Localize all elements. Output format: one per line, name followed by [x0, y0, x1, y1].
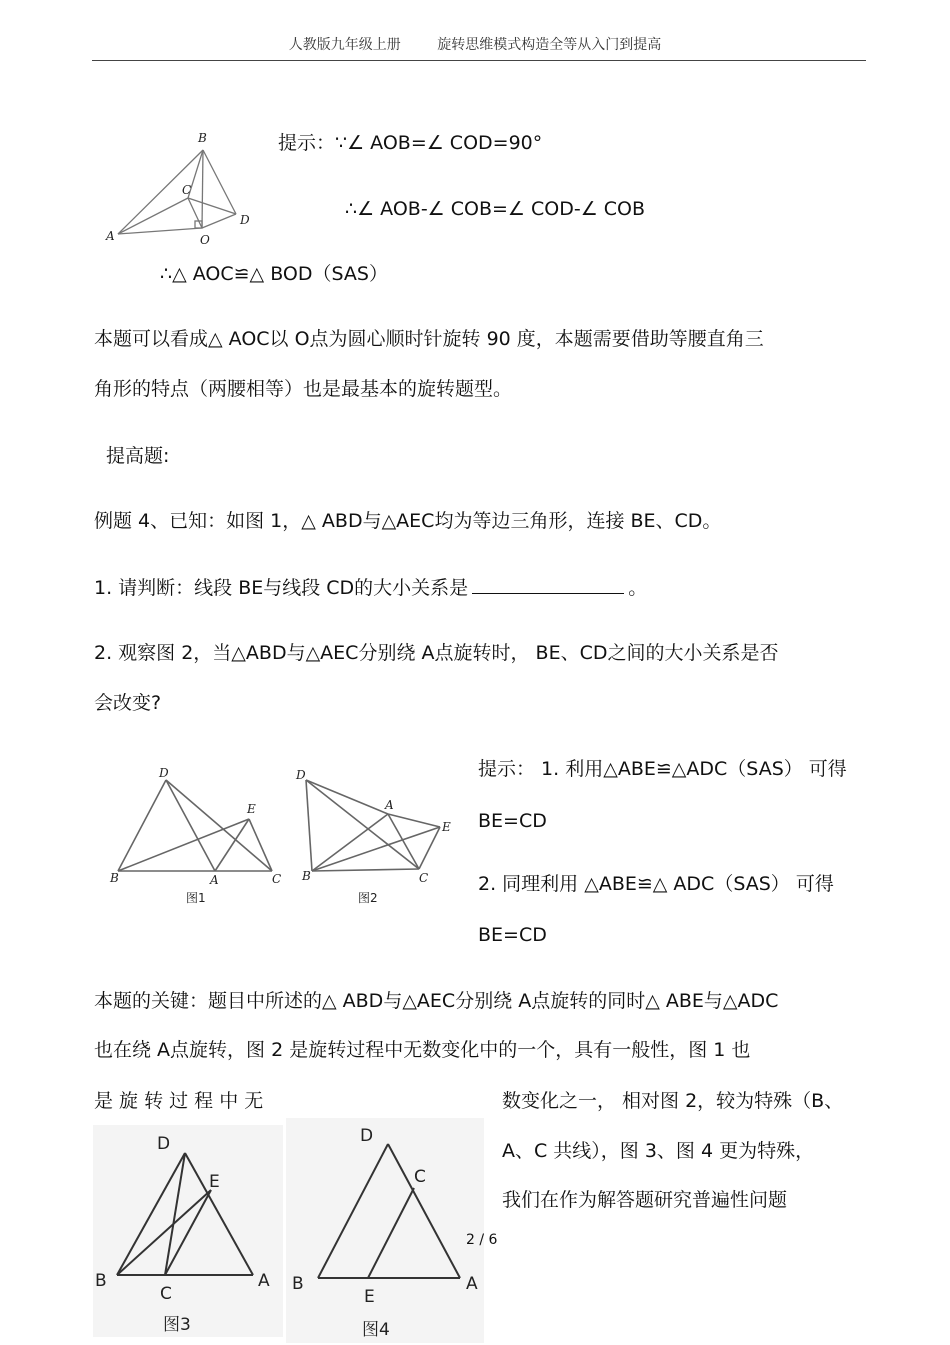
header-rule: [92, 60, 866, 61]
fig0-label-d: D: [240, 213, 250, 227]
fig1-label-a: A: [210, 873, 219, 887]
figure-1: [104, 766, 289, 908]
fig3-label-e: E: [209, 1172, 220, 1192]
header-book-title: 人教版九年级上册: [288, 37, 401, 53]
key-line2: 也在绕 A点旋转，图 2 是旋转过程中无数变化中的一个，具有一般性，图 1 也: [94, 1039, 751, 1061]
key-line3-right: 数变化之一， 相对图 2，较为特殊（B、: [502, 1090, 844, 1112]
example-question-2-line2: 会改变?: [94, 692, 162, 714]
fig0-label-a: A: [106, 229, 115, 243]
page-number: 2 / 6: [466, 1232, 498, 1248]
hint2-line1: 提示： 1. 利用△ABE≌△ADC（SAS） 可得: [478, 758, 847, 780]
fig3-label-a: A: [258, 1271, 270, 1291]
key-line1: 本题的关键：题目中所述的△ ABD与△AEC分别绕 A点旋转的同时△ ABE与△ADC: [94, 990, 779, 1012]
fig4-label-c: C: [414, 1167, 426, 1187]
fig4-label-b: B: [292, 1274, 304, 1294]
header-chapter-title: 旋转思维模式构造全等从入门到提高: [437, 37, 662, 53]
fig4-label-e: E: [364, 1287, 375, 1307]
fig1-caption: 图1: [186, 891, 206, 905]
fig3-caption: 图3: [163, 1315, 191, 1335]
fig0-label-b: B: [198, 131, 207, 145]
hint2-line2: BE=CD: [478, 810, 547, 832]
key-line5: 我们在作为解答题研究普遍性问题: [502, 1189, 788, 1211]
fig1-label-d: D: [159, 766, 169, 780]
fig2-label-e: E: [442, 820, 451, 834]
figure-aob: [100, 126, 260, 256]
fig4-label-a: A: [466, 1274, 478, 1294]
paragraph1-line2: 角形的特点（两腰相等）也是最基本的旋转题型。: [94, 378, 513, 400]
figure-4: [286, 1118, 484, 1343]
paragraph1-line1: 本题可以看成△ AOC以 O点为圆心顺时针旋转 90 度，本题需要借助等腰直角三: [94, 328, 764, 350]
fig0-label-c: C: [182, 183, 192, 197]
fig0-label-o: O: [200, 233, 210, 247]
hint1-line1: 提示：∵∠ AOB=∠ COD=90°: [278, 132, 543, 154]
key-line4: A、C 共线），图 3、图 4 更为特殊，: [502, 1140, 815, 1162]
hint2-line4: BE=CD: [478, 924, 547, 946]
hint2-line3: 2. 同理利用 △ABE≌△ ADC（SAS） 可得: [478, 873, 834, 895]
answer-blank: [472, 575, 624, 594]
fig1-label-c: C: [272, 872, 282, 886]
fig3-label-c: C: [160, 1284, 172, 1304]
q1-end: 。: [628, 577, 648, 599]
key-line3-left: 是 旋 转 过 程 中 无: [94, 1090, 264, 1112]
example-intro: 例题 4、已知：如图 1，△ ABD与△AEC均为等边三角形，连接 BE、CD。: [94, 510, 722, 532]
fig3-label-b: B: [95, 1271, 107, 1291]
section-title: 提高题:: [106, 445, 170, 467]
fig2-label-b: B: [302, 869, 311, 883]
figure-3: [93, 1125, 283, 1337]
fig3-label-d: D: [157, 1134, 171, 1154]
q1-text: 1. 请判断：线段 BE与线段 CD的大小关系是: [94, 577, 469, 599]
fig4-label-d: D: [360, 1126, 374, 1146]
hint1-line2: ∴∠ AOB-∠ COB=∠ COD-∠ COB: [345, 198, 646, 220]
fig2-label-c: C: [419, 871, 429, 885]
example-question-1: [94, 575, 647, 600]
fig2-label-d: D: [296, 768, 306, 782]
page-header: [0, 34, 950, 54]
fig2-label-a: A: [385, 798, 394, 812]
example-question-2-line1: 2. 观察图 2，当△ABD与△AEC分别绕 A点旋转时， BE、CD之间的大小关系是否: [94, 642, 779, 664]
hint1-line3: ∴△ AOC≌△ BOD（SAS）: [160, 263, 388, 285]
fig4-caption: 图4: [362, 1320, 390, 1340]
fig1-label-b: B: [110, 871, 119, 885]
fig2-caption: 图2: [358, 891, 378, 905]
figure-2: [292, 766, 462, 908]
fig1-label-e: E: [247, 802, 256, 816]
